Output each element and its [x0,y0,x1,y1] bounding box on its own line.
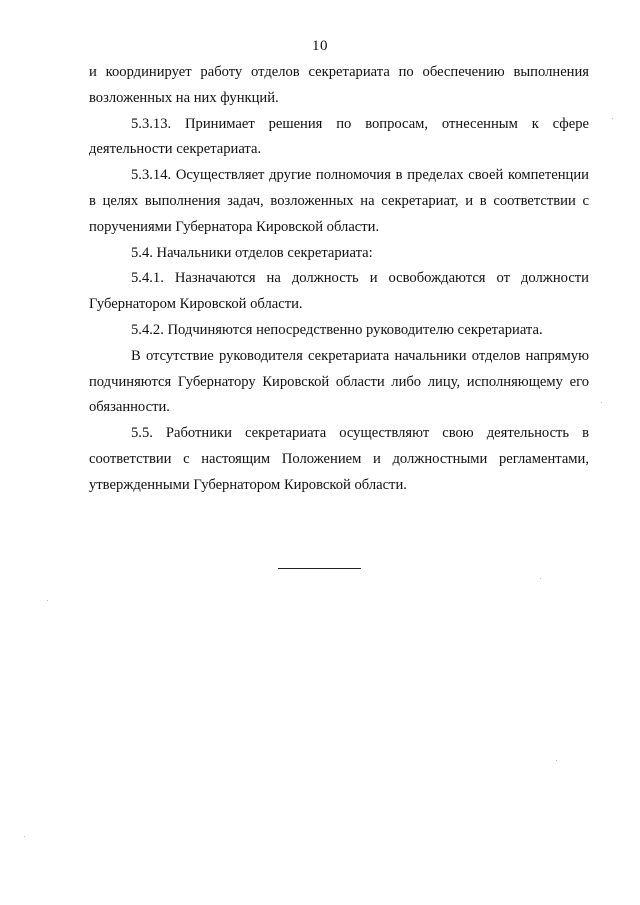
scan-speck [601,402,602,403]
paragraph-absence-rule: В отсутствие руководителя секретариата начальники отделов напрямую подчиняются Губернатору Кировской области либо лицу, исполняющему его обязанности. [89,347,589,416]
paragraph-5-3-14: 5.3.14. Осуществляет другие полномочия в пределах своей компетенции в целях выполнения задач, возложенных на секретариат, и в соответствии с поручениями Губернатора Кировской области. [89,167,589,235]
paragraph-5-5: 5.5. Работники секретариата осуществляют свою деятельность в соответствии с настоящим Положением и должностными регламентами, утвержденными Губернатором Кировской области. [89,425,589,493]
scan-speck [556,760,557,761]
scan-speck [47,600,48,601]
paragraph-5-4-2: 5.4.2. Подчиняются непосредственно руководителю секретариата. [131,321,543,338]
paragraph-5-4-1: 5.4.1. Назначаются на должность и освобождаются от должности Губернатором Кировской области. [89,270,589,313]
page-number: 10 [312,38,328,54]
paragraph-continuation: и координирует работу отделов секретариата по обеспечению выполнения возложенных на них функций. [89,64,589,106]
document-body [89,60,589,499]
end-separator-line [278,568,361,569]
paragraph-5-3-13: 5.3.13. Принимает решения по вопросам, отнесенным к сфере деятельности секретариата. [89,115,589,158]
paragraph-5-4: 5.4. Начальники отделов секретариата: [131,244,373,261]
scan-speck [540,578,541,579]
scan-speck [612,118,613,119]
scan-speck [24,836,25,837]
